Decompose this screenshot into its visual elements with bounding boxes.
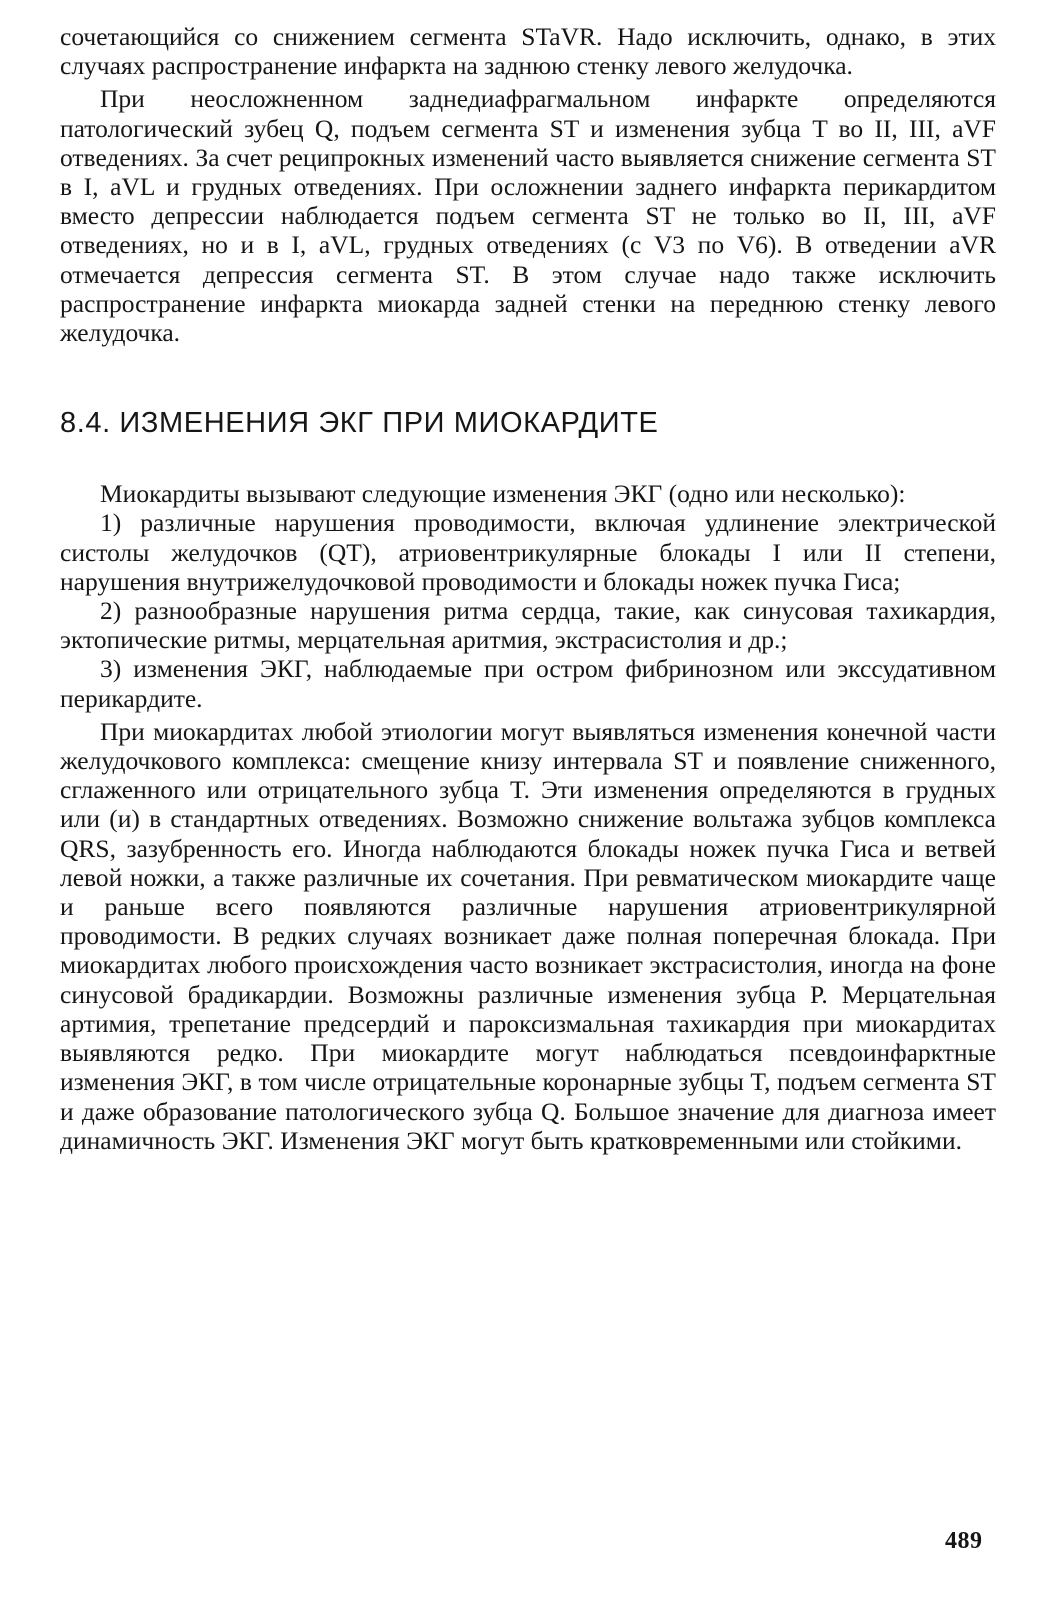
section-title: 8.4. ИЗМЕНЕНИЯ ЭКГ ПРИ МИОКАРДИТЕ bbox=[60, 407, 659, 440]
list-item: 3) изменения ЭКГ, наблюдаемые при остром фибринозном или экссудативном перикардите. bbox=[60, 654, 996, 713]
paragraph-myocarditis-details: При миокардитах любой этиологии могут выявляться изменения конечной части желудочкового комплекса: смещение книзу интервала ST и появление сниженного, сглаженного или отрицательного зубца T. Эти изменения определяются в грудных или (и) в стандартных отведениях. Возможно снижение вольтажа зубцов комплекса QRS, зазубренность его. Иногда наблюдаются блокады ножек пучка Гиса и ветвей левой ножки, а также различные их сочетания. При ревматическом миокардите чаще и раньше всего появляются различные нарушения атриовентрикулярной проводимости. В редких случаях возникает даже полная поперечная блокада. При миокардитах любого происхождения часто возникает экстрасистолия, иногда на фоне синусовой брадикардии. Возможны различные изменения зубца P. Мерцательная артимия, трепетание предсердий и пароксизмальная тахикардия при миокардитах выявляются редко. При миокардите могут наблюдаться псевдоинфарктные изменения ЭКГ, в том числе отрицательные коронарные зубцы T, подъем сегмента ST и даже образование патологического зубца Q. Большое значение для диагноза имеет динамичность ЭКГ. Изменения ЭКГ могут быть кратковременными или стойкими. bbox=[60, 716, 996, 1155]
paragraph-intro: Миокардиты вызывают следующие изменения ЭКГ (одно или несколько): bbox=[100, 479, 906, 509]
page-content bbox=[60, 22, 996, 1155]
list-item: 2) разнообразные нарушения ритма сердца, такие, как синусовая тахикардия, эктопические ритмы, мерцательная аритмия, экстрасистолия и др.; bbox=[60, 596, 996, 655]
paragraph-posterior-infarction: При неосложненном заднедиафрагмальном инфаркте определяются патологический зубец Q, подъем сегмента ST и изменения зубца T во II, III, aVF отведениях. За счет реципрокных изменений часто выявляется снижение сегмента ST в I, aVL и грудных отведениях. При осложнении заднего инфаркта перикардитом вместо депрессии наблюдается подъем сегмента ST не только во II, III, aVF отведениях, но и в I, aVL, грудных отведениях (с V3 по V6). В отведении aVR отмечается депрессия сегмента ST. В этом случае надо также исключить распространение инфаркта миокарда задней стенки на переднюю стенку левого желудочка. bbox=[60, 84, 996, 348]
list-item: 1) различные нарушения проводимости, включая удлинение электрической систолы желудочков (QT), атриовентрикулярные блокады I или II степени, нарушения внутрижелудочковой проводимости и блокады ножек пучка Гиса; bbox=[60, 508, 996, 596]
paragraph-continuation: сочетающийся со снижением сегмента STaVR. Надо исключить, однако, в этих случаях распространение инфаркта на заднюю стенку левого желудочка. bbox=[60, 22, 996, 81]
page-number: 489 bbox=[945, 1528, 983, 1554]
ecg-changes-list bbox=[60, 508, 996, 712]
